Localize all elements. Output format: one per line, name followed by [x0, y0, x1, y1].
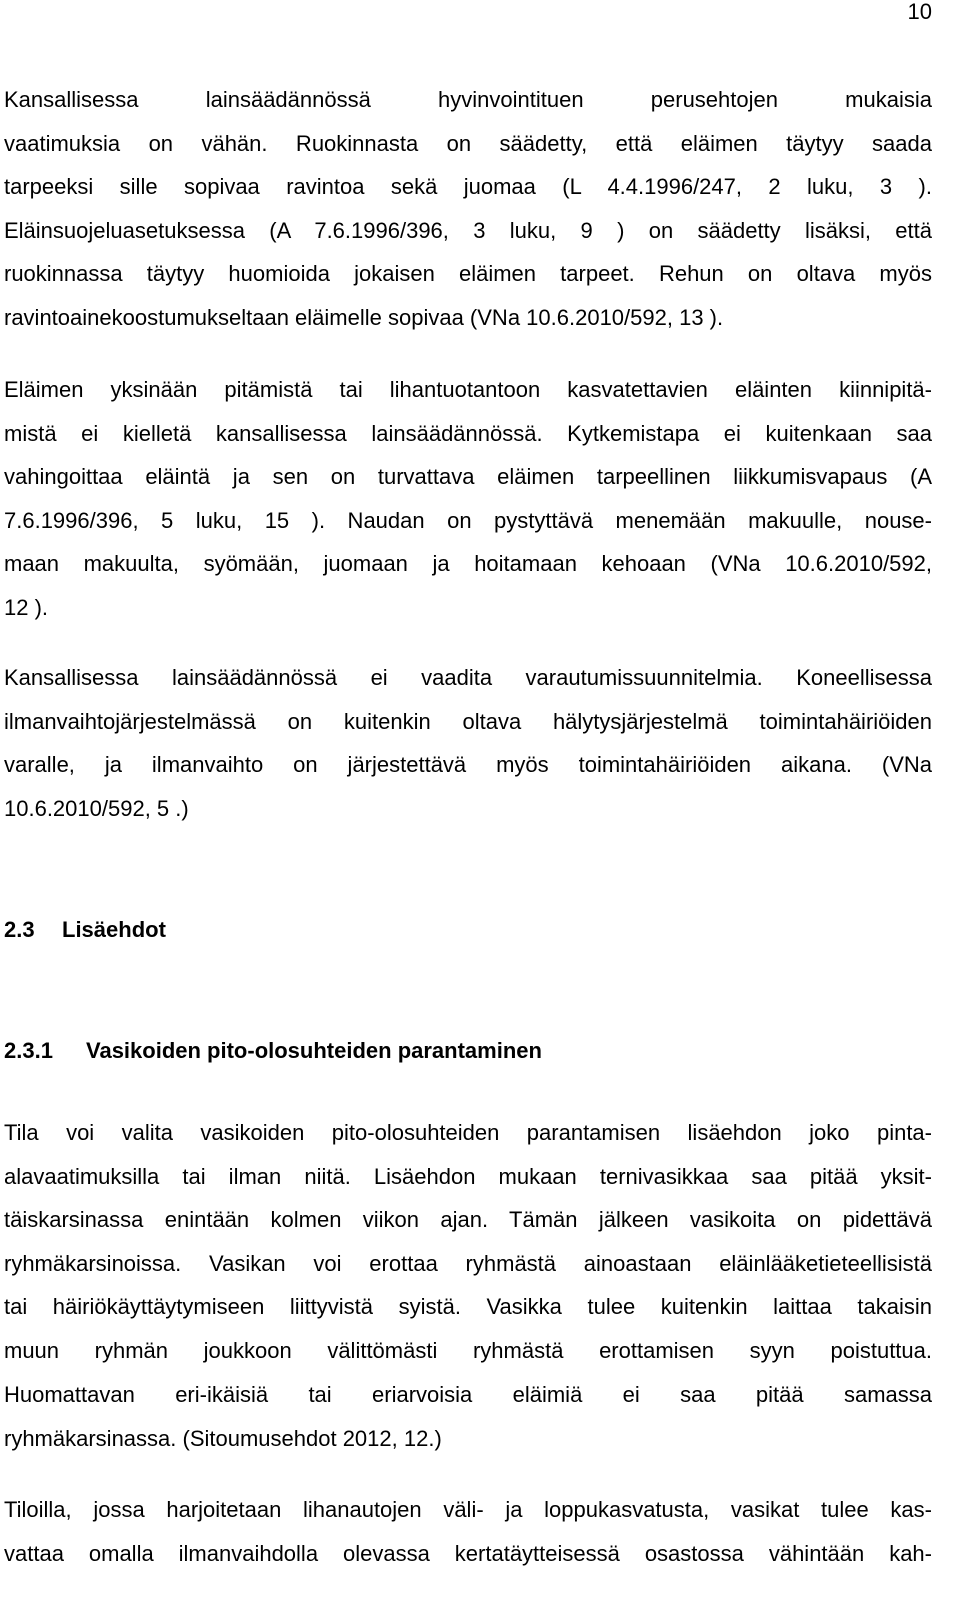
subsection-title: Vasikoiden pito-olosuhteiden parantaminen [86, 1038, 542, 1063]
paragraph-line: vaatimuksia on vähän. Ruokinnasta on säädetty, että eläimen täytyy saada [4, 131, 932, 156]
paragraph-line: ilmanvaihtojärjestelmässä on kuitenkin oltava hälytysjärjestelmä toimintahäiriöiden [4, 709, 932, 734]
paragraph-line: ryhmäkarsinoissa. Vasikan voi erottaa ryhmästä ainoastaan eläinlääketieteellisistä [4, 1251, 932, 1276]
paragraph-line: täiskarsinassa enintään kolmen viikon ajan. Tämän jälkeen vasikoita on pidettävä [4, 1207, 932, 1232]
paragraph-line: Eläinsuojeluasetuksessa (A 7.6.1996/396, 3 luku, 9 ) on säädetty lisäksi, että [4, 218, 932, 243]
paragraph-line: 10.6.2010/592, 5 .) [4, 796, 189, 821]
paragraph-line: Tila voi valita vasikoiden pito-olosuhteiden parantamisen lisäehdon joko pinta- [4, 1120, 932, 1145]
paragraph-line: tarpeeksi sille sopivaa ravintoa sekä juomaa (L 4.4.1996/247, 2 luku, 3 ). [4, 174, 932, 199]
paragraph-line: varalle, ja ilmanvaihto on järjestettävä myös toimintahäiriöiden aikana. (VNa [4, 752, 932, 777]
paragraph-line: Huomattavan eri-ikäisiä tai eriarvoisia eläimiä ei saa pitää samassa [4, 1382, 932, 1407]
paragraph-line: ravintoainekoostumukseltaan eläimelle sopivaa (VNa 10.6.2010/592, 13 ). [4, 305, 724, 330]
paragraph-line: maan makuulta, syömään, juomaan ja hoitamaan kehoaan (VNa 10.6.2010/592, [4, 551, 932, 576]
paragraph-line: 12 ). [4, 595, 49, 620]
page-number: 10 [907, 0, 932, 24]
paragraph-line: Kansallisessa lainsäädännössä ei vaadita varautumissuunnitelmia. Koneellisessa [4, 665, 932, 690]
subsection-heading [4, 1036, 932, 1066]
section-number: 2.3 [4, 917, 35, 942]
paragraph-line: muun ryhmän joukkoon välittömästi ryhmästä erottamisen syyn poistuttua. [4, 1338, 932, 1363]
paragraph-line: Kansallisessa lainsäädännössä hyvinvointituen perusehtojen mukaisia [4, 87, 932, 112]
paragraph-line: alavaatimuksilla tai ilman niitä. Lisäehdon mukaan ternivasikkaa saa pitää yksit- [4, 1164, 932, 1189]
paragraph-line: ryhmäkarsinassa. (Sitoumusehdot 2012, 12.) [4, 1426, 442, 1451]
paragraph-line: 7.6.1996/396, 5 luku, 15 ). Naudan on pystyttävä menemään makuulle, nouse- [4, 508, 932, 533]
paragraph-line: Tiloilla, jossa harjoitetaan lihanautojen väli- ja loppukasvatusta, vasikat tulee kas- [4, 1497, 932, 1522]
paragraph-line: Eläimen yksinään pitämistä tai lihantuotantoon kasvatettavien eläinten kiinnipitä- [4, 377, 932, 402]
subsection-number: 2.3.1 [4, 1038, 53, 1063]
paragraph-line: tai häiriökäyttäytymiseen liittyvistä syistä. Vasikka tulee kuitenkin laittaa takaisin [4, 1294, 932, 1319]
paragraph-line: vattaa omalla ilmanvaihdolla olevassa kertatäytteisessä osastossa vähintään kah- [4, 1541, 932, 1566]
paragraph-line: ruokinnassa täytyy huomioida jokaisen eläimen tarpeet. Rehun on oltava myös [4, 261, 932, 286]
section-heading [4, 915, 932, 945]
paragraph-line: vahingoittaa eläintä ja sen on turvattava eläimen tarpeellinen liikkumisvapaus (A [4, 464, 932, 489]
section-title: Lisäehdot [62, 917, 166, 942]
paragraph-line: mistä ei kielletä kansallisessa lainsäädännössä. Kytkemistapa ei kuitenkaan saa [4, 421, 932, 446]
